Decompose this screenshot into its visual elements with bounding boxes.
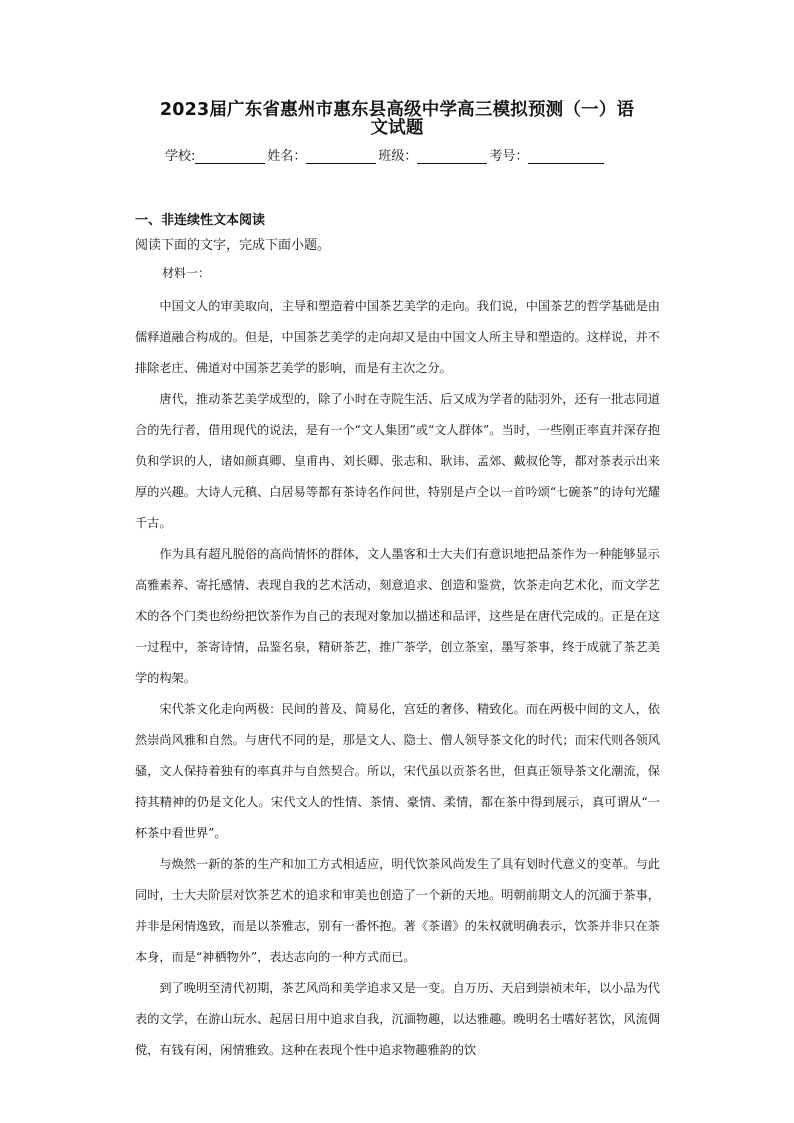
class-label: 班级： <box>378 149 418 164</box>
paragraph: 到了晚明至清代初期，茶艺风尚和美学追求又是一变。自万历、天启到崇祯末年，以小品为代表的文学，在游山玩水、起居日用中追求自我，沉湎物趣，以达雅趣。晚明名士嗜好茗饮，风流倜傥，有钱有闲，闲情雅致。这种在表现个性中追求物趣雅韵的饮 <box>135 981 660 1057</box>
document-title-line-1: 2023届广东省惠州市惠东县高级中学高三模拟预测（一）语 <box>159 100 635 120</box>
student-info-line <box>165 145 606 164</box>
paragraph: 唐代，推动茶艺美学成型的，除了小时在寺院生活、后又成为学者的陆羽外，还有一批志同道合的先行者，借用现代的说法，是有一个“文人集团”或“文人群体”。当时，一些刚正率直并深存抱负和学识的人，诸如颜真卿、皇甫冉、刘长卿、张志和、耿讳、孟郊、戴叔伦等，都对茶表示出来厚的兴趣。大诗人元稹、白居易等都有茶诗名作问世，特别是卢仝以一首吟颂“七碗茶”的诗句光耀千古。 <box>135 392 660 530</box>
reading-instruction: 阅读下面的文字，完成下面小题。 <box>135 238 331 253</box>
paragraph: 中国文人的审美取向，主导和塑造着中国茶艺美学的走向。我们说，中国茶艺的哲学基础是由儒释道融合构成的。但是，中国茶艺美学的走向却又是由中国文人所主导和塑造的。这样说，并不排除老庄、佛道对中国茶艺美学的影响，而是有主次之分。 <box>135 299 660 375</box>
paragraph: 与焕然一新的茶的生产和加工方式相适应，明代饮茶风尚发生了具有划时代意义的变革。与此同时，士大夫阶层对饮茶艺术的追求和审美也创造了一个新的天地。明朝前期文人的沉湎于茶事，并非是闲情逸致，而是以茶雅志，别有一番怀抱。著《茶谱》的朱权就明确表示，饮茶并非只在茶本身，而是“神栖物外”，表达志向的一种方式而已。 <box>135 857 660 964</box>
section-heading: 一、非连续性文本阅读 <box>135 213 266 228</box>
passage-body <box>135 291 660 1066</box>
class-blank[interactable] <box>417 149 487 164</box>
name-blank[interactable] <box>306 149 376 164</box>
school-label: 学校: <box>165 149 196 164</box>
school-blank[interactable] <box>195 149 265 164</box>
number-label: 考号： <box>489 149 529 164</box>
paragraph: 作为具有超凡脱俗的高尚情怀的群体，文人墨客和士大夫们有意识地把品茶作为一种能够显示高雅素养、寄托感情、表现自我的艺术活动，刻意追求、创造和鉴赏，饮茶走向艺术化，而文学艺术的各个门类也纷纷把饮茶作为自己的表现对象加以描述和品评，这些是在唐代完成的。正是在这一过程中，茶寄诗情，品鉴名泉，精研茶艺，推广茶学，创立茶室，墨写茶事，终于成就了茶艺美学的构架。 <box>135 547 660 685</box>
document-title-line-2: 文试题 <box>370 118 424 138</box>
name-label: 姓名： <box>267 149 307 164</box>
number-blank[interactable] <box>528 149 604 164</box>
material-label: 材料一： <box>162 266 211 280</box>
paragraph: 宋代茶文化走向两极：民间的普及、简易化，宫廷的奢侈、精致化。而在两极中间的文人，依然崇尚风雅和自然。与唐代不同的是，那是文人、隐士、僧人领导茶文化的时代；而宋代则各领风骚，文人保持着独有的率真并与自然契合。所以，宋代虽以贡茶名世，但真正领导茶文化潮流，保持其精神的仍是文化人。宋代文人的性情、茶情、豪情、柔情，都在茶中得到展示，真可谓从“一杯茶中看世界”。 <box>135 702 660 840</box>
